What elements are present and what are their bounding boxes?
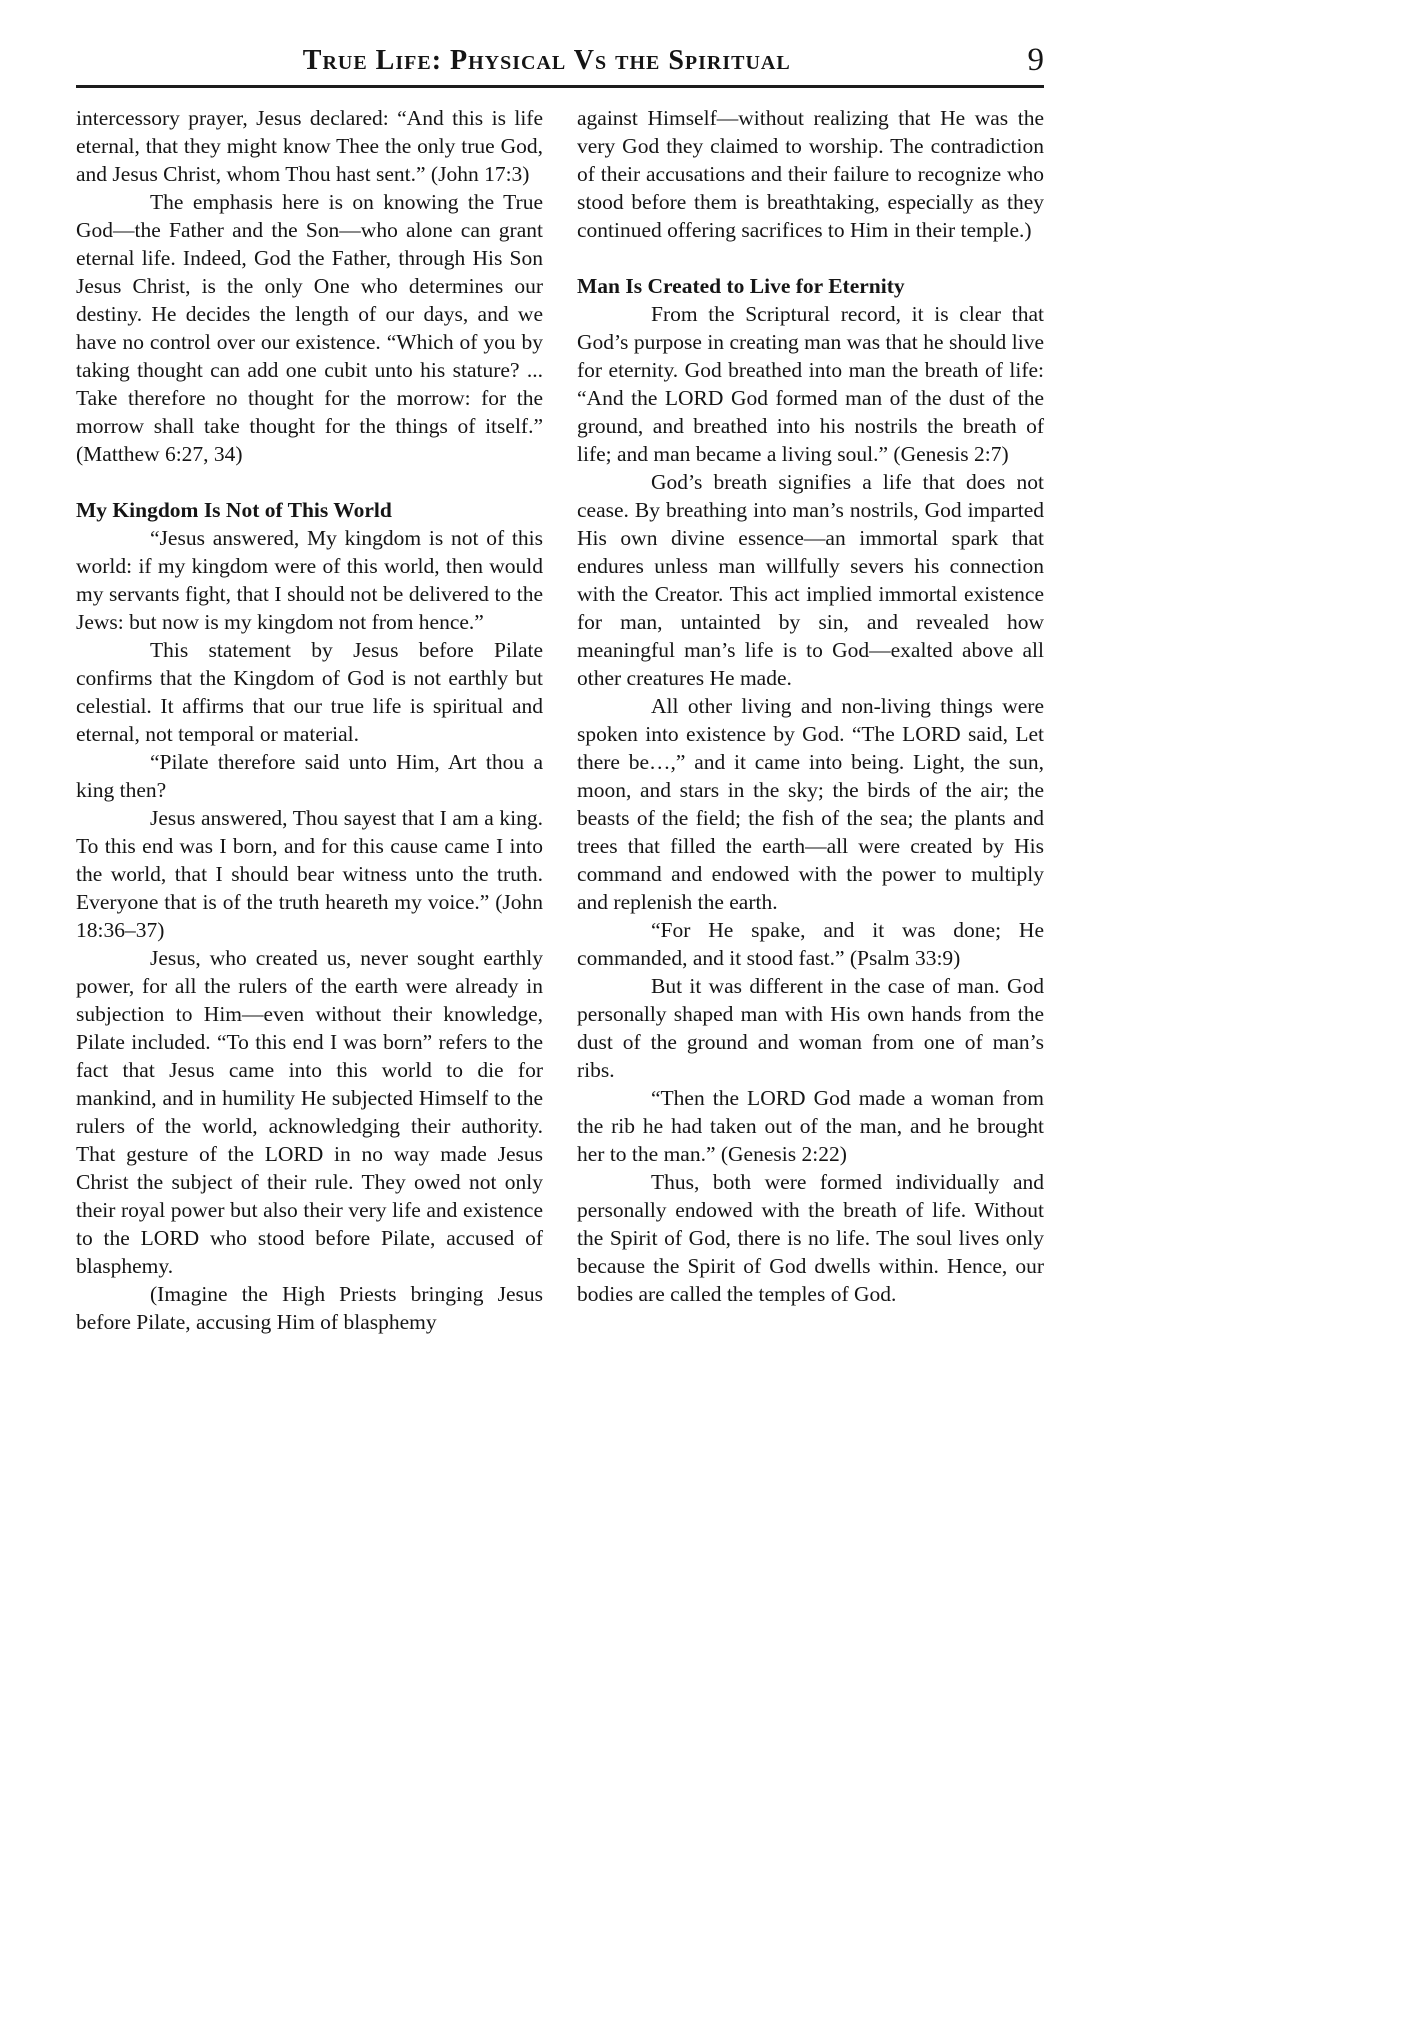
paragraph: intercessory prayer, Jesus declared: “And this is life eternal, that they might know Thee the only true God, and Jesus Christ, whom Thou hast sent.” (John 17:3) (76, 106, 543, 186)
right-column (577, 104, 1044, 1336)
two-column-body (76, 104, 1044, 1336)
paragraph: All other living and non-living things were spoken into existence by God. “The LORD said, Let there be…,” and it came into being. Light, the sun, moon, and stars in the sky; the birds of the air; the beasts of the field; the fish of the sea; the plants and trees that filled the earth—all were created by His command and endowed with the power to multiply and replenish the earth. (577, 694, 1044, 914)
page-number: 9 (1027, 42, 1044, 78)
paragraph: From the Scriptural record, it is clear that God’s purpose in creating man was that he should live for eternity. God breathed into man the breath of life: “And the LORD God formed man of the dust of the ground, and breathed into his nostrils the breath of life; and man became a living soul.” (Genesis 2:7) (577, 302, 1044, 466)
paragraph: “For He spake, and it was done; He commanded, and it stood fast.” (Psalm 33:9) (577, 918, 1044, 970)
paragraph: (Imagine the High Priests bringing Jesus before Pilate, accusing Him of blasphemy (76, 1282, 543, 1334)
paragraph: “Jesus answered, My kingdom is not of this world: if my kingdom were of this world, then would my servants fight, that I should not be delivered to the Jews: but now is my kingdom not from hence.” (76, 526, 543, 634)
section-heading-kingdom: My Kingdom Is Not of This World (76, 498, 392, 522)
paragraph: Jesus, who created us, never sought earthly power, for all the rulers of the earth were already in subjection to Him—even without their knowledge, Pilate included. “To this end I was born” refers to the fact that Jesus came into this world to die for mankind, and in humility He subjected Himself to the rulers of the world, acknowledging their authority. That gesture of the LORD in no way made Jesus Christ the subject of their rule. They owed not only their royal power but also their very life and existence to the LORD who stood before Pilate, accused of blasphemy. (76, 946, 543, 1278)
paragraph: The emphasis here is on knowing the True God—the Father and the Son—who alone can grant eternal life. Indeed, God the Father, through His Son Jesus Christ, is the only One who determines our destiny. He decides the length of our days, and we have no control over our existence. “Which of you by taking thought can add one cubit unto his stature? ... Take therefore no thought for the morrow: for the morrow shall take thought for the things of itself.” (Matthew 6:27, 34) (76, 190, 543, 466)
paragraph: against Himself—without realizing that He was the very God they claimed to worship. The contradiction of their accusations and their failure to recognize who stood before them is breathtaking, especially as they continued offering sacrifices to Him in their temple.) (577, 106, 1044, 242)
paragraph: God’s breath signifies a life that does not cease. By breathing into man’s nostrils, God imparted His own divine essence—an immortal spark that endures unless man willfully severs his connection with the Creator. This act implied immortal existence for man, untainted by sin, and revealed how meaningful man’s life is to God—exalted above all other creatures He made. (577, 470, 1044, 690)
section-heading-eternity: Man Is Created to Live for Eternity (577, 274, 905, 298)
paragraph: Jesus answered, Thou sayest that I am a king. To this end was I born, and for this cause came I into the world, that I should bear witness unto the truth. Everyone that is of the truth heareth my voice.” (John 18:36–37) (76, 806, 543, 942)
paragraph: “Pilate therefore said unto Him, Art thou a king then? (76, 750, 543, 802)
page-header (76, 44, 1044, 88)
paragraph: This statement by Jesus before Pilate confirms that the Kingdom of God is not earthly but celestial. It affirms that our true life is spiritual and eternal, not temporal or material. (76, 638, 543, 746)
page-title: True Life: Physical Vs the Spiritual (302, 45, 791, 77)
paragraph: Thus, both were formed individually and personally endowed with the breath of life. Without the Spirit of God, there is no life. The soul lives only because the Spirit of God dwells within. Hence, our bodies are called the temples of God. (577, 1170, 1044, 1306)
document-page (76, 44, 1044, 1336)
left-column (76, 104, 543, 1336)
paragraph: “Then the LORD God made a woman from the rib he had taken out of the man, and he brought her to the man.” (Genesis 2:22) (577, 1086, 1044, 1166)
paragraph: But it was different in the case of man. God personally shaped man with His own hands from the dust of the ground and woman from one of man’s ribs. (577, 974, 1044, 1082)
